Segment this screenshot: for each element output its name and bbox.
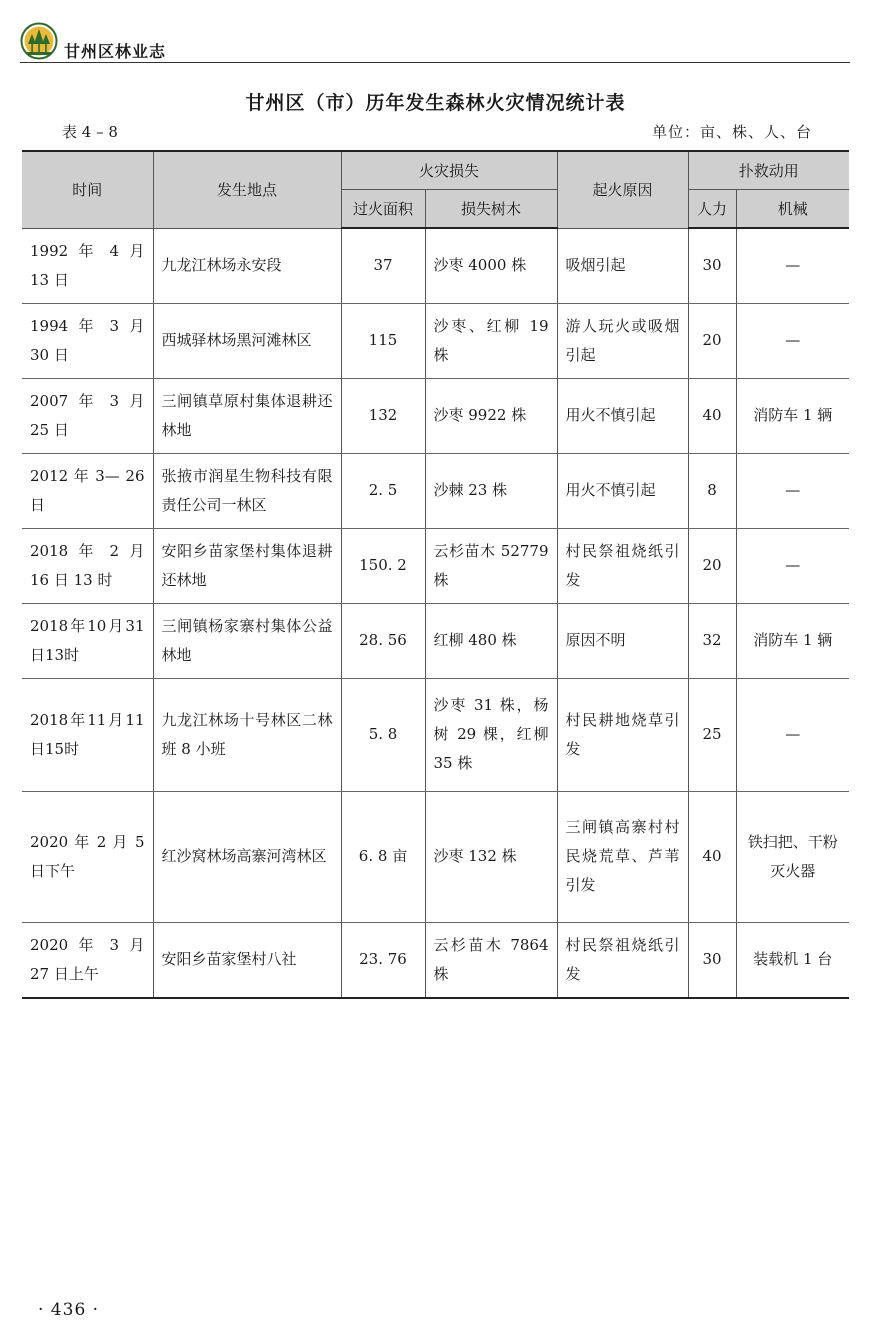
cell-place: 西城驿林场黑河滩林区 (153, 303, 341, 378)
cell-time: 2007 年 3 月 25 日 (22, 378, 153, 453)
cell-area: 28. 56 (341, 603, 425, 678)
cell-people: 30 (688, 228, 736, 303)
cell-trees: 沙枣 9922 株 (425, 378, 557, 453)
fire-statistics-table (22, 150, 849, 999)
cell-cause: 用火不慎引起 (557, 378, 688, 453)
cell-place: 红沙窝林场高寨河湾林区 (153, 791, 341, 922)
forest-logo-icon (20, 22, 58, 60)
cell-trees: 沙枣 4000 株 (425, 228, 557, 303)
cell-place: 九龙江林场永安段 (153, 228, 341, 303)
table-unit: 单位：亩、株、人、台 (651, 123, 812, 141)
cell-equipment: — (736, 453, 849, 528)
table-row (22, 228, 849, 303)
cell-people: 40 (688, 791, 736, 922)
cell-equipment: — (736, 228, 849, 303)
header-trees: 损失树木 (425, 190, 557, 229)
cell-equipment: — (736, 303, 849, 378)
cell-cause: 村民祭祖烧纸引发 (557, 922, 688, 998)
cell-area: 115 (341, 303, 425, 378)
cell-equipment: 装载机 1 台 (736, 922, 849, 998)
table-row (22, 678, 849, 791)
cell-equipment: — (736, 678, 849, 791)
cell-trees: 红柳 480 株 (425, 603, 557, 678)
cell-area: 150. 2 (341, 528, 425, 603)
cell-area: 132 (341, 378, 425, 453)
cell-time: 2020 年 2 月 5 日下午 (22, 791, 153, 922)
cell-cause: 吸烟引起 (557, 228, 688, 303)
cell-cause: 游人玩火或吸烟引起 (557, 303, 688, 378)
cell-cause: 用火不慎引起 (557, 453, 688, 528)
cell-area: 23. 76 (341, 922, 425, 998)
cell-cause: 村民耕地烧草引发 (557, 678, 688, 791)
table-row (22, 603, 849, 678)
cell-place: 安阳乡苗家堡村集体退耕还林地 (153, 528, 341, 603)
cell-equipment: 消防车 1 辆 (736, 378, 849, 453)
table-row (22, 303, 849, 378)
cell-time: 2018年10月31日13时 (22, 603, 153, 678)
cell-people: 8 (688, 453, 736, 528)
cell-area: 6. 8 亩 (341, 791, 425, 922)
table-row (22, 528, 849, 603)
cell-trees: 云杉苗木 52779 株 (425, 528, 557, 603)
cell-place: 张掖市润星生物科技有限责任公司一林区 (153, 453, 341, 528)
header-loss-group: 火灾损失 (341, 151, 557, 190)
cell-equipment: — (736, 528, 849, 603)
cell-people: 32 (688, 603, 736, 678)
page-header (20, 22, 850, 64)
cell-time: 2012 年 3— 26 日 (22, 453, 153, 528)
table-row (22, 453, 849, 528)
table-row (22, 791, 849, 922)
table-row (22, 378, 849, 453)
header-divider (20, 62, 850, 63)
cell-area: 5. 8 (341, 678, 425, 791)
header-rescue-group: 扑救动用 (688, 151, 849, 190)
cell-time: 2018 年 2 月 16 日 13 时 (22, 528, 153, 603)
cell-trees: 沙枣 132 株 (425, 791, 557, 922)
cell-people: 30 (688, 922, 736, 998)
book-title: 甘州区林业志 (64, 42, 167, 61)
cell-time: 1992 年 4 月 13 日 (22, 228, 153, 303)
header-cause: 起火原因 (557, 151, 688, 228)
cell-place: 三闸镇杨家寨村集体公益林地 (153, 603, 341, 678)
cell-trees: 沙枣、红柳 19 株 (425, 303, 557, 378)
cell-area: 2. 5 (341, 453, 425, 528)
cell-trees: 沙枣 31 株，杨树 29 棵，红柳 35 株 (425, 678, 557, 791)
cell-cause: 三闸镇高寨村村民烧荒草、芦苇引发 (557, 791, 688, 922)
cell-equipment: 消防车 1 辆 (736, 603, 849, 678)
cell-people: 25 (688, 678, 736, 791)
cell-people: 40 (688, 378, 736, 453)
cell-cause: 原因不明 (557, 603, 688, 678)
table-title: 甘州区（市）历年发生森林火灾情况统计表 (245, 92, 626, 114)
cell-area: 37 (341, 228, 425, 303)
header-area: 过火面积 (341, 190, 425, 229)
cell-place: 九龙江林场十号林区二林班 8 小班 (153, 678, 341, 791)
header-place: 发生地点 (153, 151, 341, 228)
cell-place: 三闸镇草原村集体退耕还林地 (153, 378, 341, 453)
header-people: 人力 (688, 190, 736, 229)
cell-time: 1994 年 3 月 30 日 (22, 303, 153, 378)
cell-place: 安阳乡苗家堡村八社 (153, 922, 341, 998)
table-header-row (22, 151, 849, 190)
header-time: 时间 (22, 151, 153, 228)
cell-trees: 沙棘 23 株 (425, 453, 557, 528)
cell-time: 2020 年 3 月 27 日上午 (22, 922, 153, 998)
cell-cause: 村民祭祖烧纸引发 (557, 528, 688, 603)
cell-trees: 云杉苗木 7864 株 (425, 922, 557, 998)
header-equipment: 机械 (736, 190, 849, 229)
table-number: 表 4 – 8 (62, 123, 118, 141)
cell-people: 20 (688, 528, 736, 603)
page-number: · 436 · (38, 1300, 100, 1320)
table-row (22, 922, 849, 998)
cell-time: 2018年11月11日15时 (22, 678, 153, 791)
cell-equipment: 铁扫把、干粉灭火器 (736, 791, 849, 922)
cell-people: 20 (688, 303, 736, 378)
